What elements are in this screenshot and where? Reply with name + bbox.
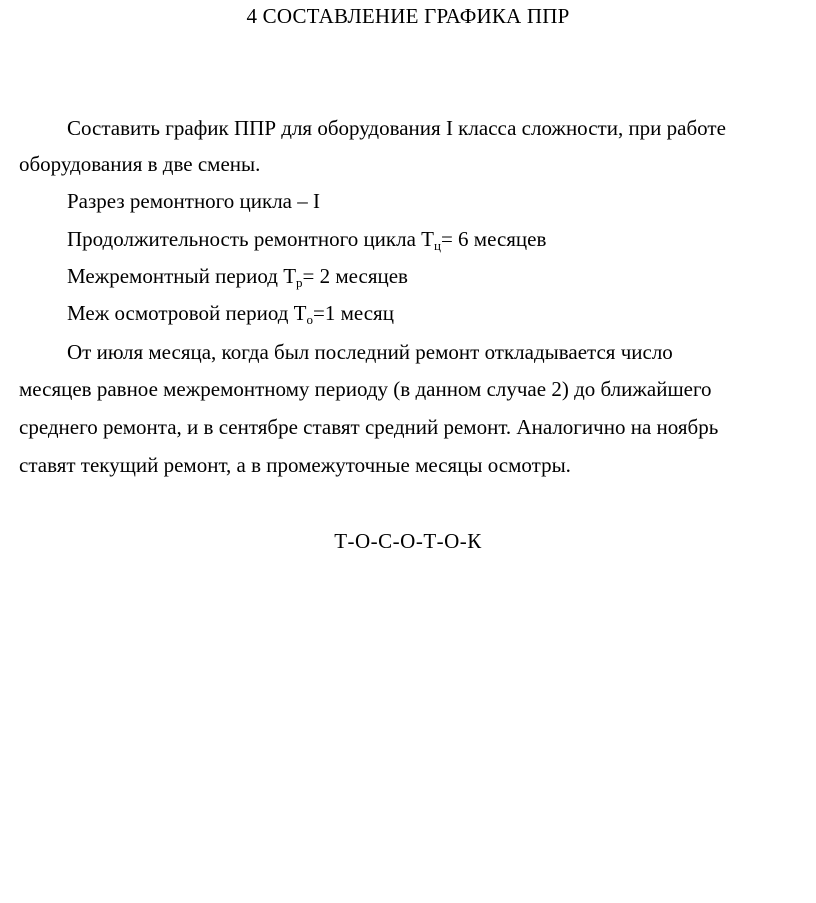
repair-period-prefix: Межремонтный период Т — [67, 264, 297, 288]
explanation-line-2: месяцев равное межремонтному периоду (в данном случае 2) до ближайшего — [19, 377, 712, 401]
inspection-period-suffix: =1 месяц — [312, 301, 394, 325]
task-line-2: оборудования в две смены. — [19, 152, 261, 176]
explanation-line-4: ставят текущий ремонт, а в промежуточные месяцы осмотры. — [19, 453, 571, 477]
explanation-line-1: От июля месяца, когда был последний ремонт откладывается число — [67, 340, 673, 364]
task-line-1: Составить график ППР для оборудования I класса сложности, при работе — [67, 116, 726, 140]
repair-sequence: Т-О-С-О-Т-О-К — [334, 529, 482, 553]
explanation-line-3: среднего ремонта, и в сентябре ставят средний ремонт. Аналогично на ноябрь — [19, 415, 719, 439]
section-heading: 4 СОСТАВЛЕНИЕ ГРАФИКА ППР — [246, 4, 570, 28]
repair-period-line — [67, 262, 408, 290]
inspection-period-subscript: о — [306, 312, 313, 327]
inspection-period-line — [67, 299, 394, 327]
inspection-period-prefix: Меж осмотровой период Т — [67, 301, 307, 325]
repair-period-suffix: = 2 месяцев — [302, 264, 408, 288]
cycle-duration-prefix: Продолжительность ремонтного цикла Т — [67, 227, 434, 251]
cycle-duration-line — [67, 225, 546, 253]
cycle-duration-suffix: = 6 месяцев — [440, 227, 547, 251]
cycle-section-line: Разрез ремонтного цикла – I — [67, 189, 320, 213]
repair-period-subscript: р — [296, 275, 303, 290]
cycle-duration-subscript: ц — [434, 238, 441, 253]
